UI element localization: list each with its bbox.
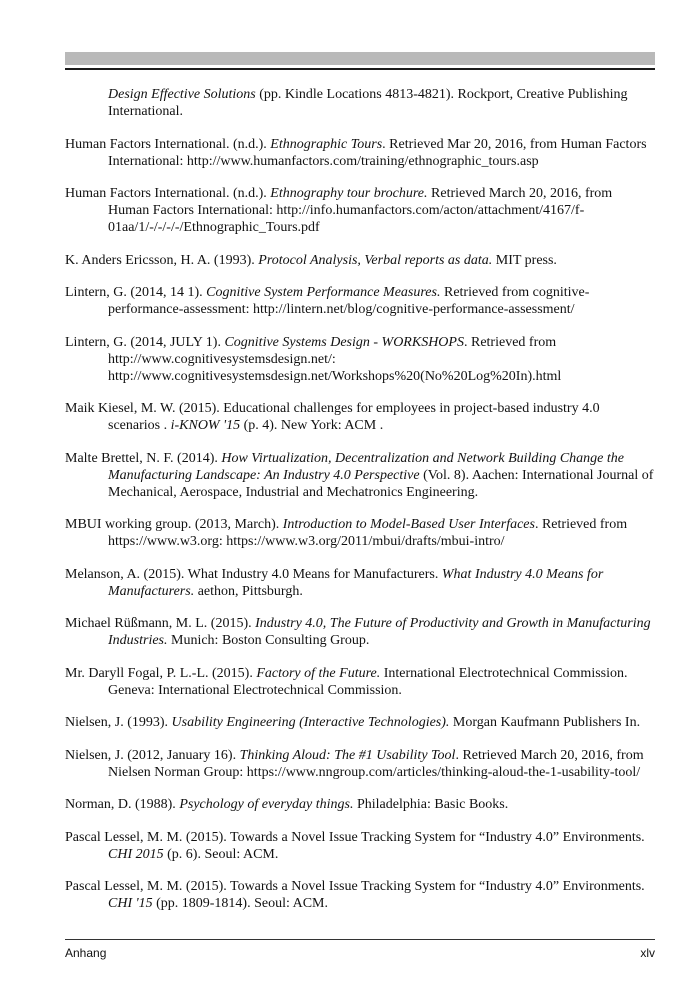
reference-text: (pp. 1809-1814). Seoul: ACM. (152, 896, 328, 911)
reference-text: Philadelphia: Basic Books. (353, 797, 509, 812)
reference-text: MIT press. (492, 252, 557, 268)
reference-entry (65, 86, 655, 120)
reference-entry (65, 714, 655, 731)
reference-text: . Retrieved March 20, 2016, from Nielsen Norman Group: https://www.nngroup.com/articles/thinking-aloud-the-1-usability-tool/ (108, 747, 644, 780)
reference-title: Design Effective Solutions (108, 87, 256, 102)
reference-text: Maik Kiesel, M. W. (2015). Educational challenges for employees in project-based industry 4.0 scenarios . (65, 401, 600, 433)
reference-text: K. Anders Ericsson, H. A. (1993). (65, 252, 259, 268)
reference-title: What Industry 4.0 Means for Manufacturers. (108, 566, 604, 599)
reference-text: . Retrieved from http://www.cognitivesystemsdesign.net/: http://www.cognitivesystemsdesign.net/Workshops%20(No%20Log%20In).html (108, 334, 562, 384)
reference-text: Pascal Lessel, M. M. (2015). Towards a Novel Issue Tracking System for “Industry 4.0” Environments. (65, 879, 645, 894)
header-band (65, 52, 655, 65)
reference-text: . Retrieved Mar 20, 2016, from Human Factors International: http://www.humanfactors.com/training/ethnographic_tours.asp (108, 136, 647, 169)
reference-text: International Electrotechnical Commission. Geneva: International Electrotechnical Commission. (108, 665, 628, 698)
reference-title: Introduction to Model-Based User Interfaces (282, 517, 535, 532)
reference-text: Norman, D. (1988). (65, 797, 180, 812)
reference-title: Ethnography tour brochure. (270, 186, 428, 201)
reference-text: Melanson, A. (2015). What Industry 4.0 Means for Manufacturers. (65, 566, 442, 582)
reference-text: Human Factors International. (n.d.). (65, 186, 271, 201)
reference-text: Mr. Daryll Fogal, P. L.-L. (2015). (65, 665, 257, 681)
header-rule (65, 68, 655, 70)
reference-entry (65, 747, 655, 781)
reference-title: How Virtualization, Decentralization and Network Building Change the Manufacturing Landscape: An Industry 4.0 Perspective (108, 450, 624, 483)
reference-text: . Retrieved from https://www.w3.org: https://www.w3.org/2011/mbui/drafts/mbui-intro/ (108, 517, 628, 549)
reference-entry (65, 252, 655, 269)
reference-entry (65, 185, 655, 236)
reference-title: Thinking Aloud: The #1 Usability Tool (239, 747, 456, 763)
footer-rule (65, 939, 655, 940)
footer-section-label: Anhang (65, 946, 107, 960)
reference-title: Cognitive System Performance Measures. (206, 285, 441, 300)
reference-entry (65, 615, 655, 649)
reference-title: Ethnographic Tours (270, 136, 383, 152)
reference-title: Protocol Analysis, Verbal reports as data. (258, 252, 493, 268)
reference-text: Munich: Boston Consulting Group. (167, 633, 370, 648)
reference-text: (p. 4). New York: ACM . (240, 418, 384, 433)
reference-text: (Vol. 8). Aachen: International Journal of Mechanical, Aerospace, Industrial and Mechatronics Engineering. (108, 467, 654, 500)
reference-text: Nielsen, J. (1993). (65, 715, 172, 730)
reference-text: aethon, Pittsburgh. (194, 583, 303, 599)
reference-text: Morgan Kaufmann Publishers In. (449, 715, 641, 730)
reference-entry (65, 284, 655, 318)
reference-title: Cognitive Systems Design - WORKSHOPS (224, 334, 464, 350)
reference-text: Nielsen, J. (2012, January 16). (65, 747, 240, 763)
reference-entry (65, 878, 655, 912)
reference-entry (65, 400, 655, 434)
reference-title: Industry 4.0, The Future of Productivity and Growth in Manufacturing Industries. (108, 616, 651, 648)
reference-text: Human Factors International. (n.d.). (65, 136, 271, 152)
reference-text: (p. 6). Seoul: ACM. (163, 846, 279, 862)
reference-text: Lintern, G. (2014, JULY 1). (65, 334, 225, 350)
reference-entry (65, 334, 655, 385)
reference-text: Michael Rüßmann, M. L. (2015). (65, 616, 256, 631)
reference-entry (65, 516, 655, 550)
reference-entry (65, 665, 655, 699)
reference-entry (65, 796, 655, 813)
reference-text: Lintern, G. (2014, 14 1). (65, 285, 207, 300)
reference-title: i-KNOW '15 (170, 418, 241, 433)
reference-entry (65, 829, 655, 863)
reference-entry (65, 136, 655, 170)
reference-title: CHI 2015 (108, 846, 164, 862)
reference-text: (pp. Kindle Locations 4813-4821). Rockport, Creative Publishing International. (108, 87, 628, 119)
reference-text: Malte Brettel, N. F. (2014). (65, 450, 222, 466)
page-number: xlv (640, 946, 655, 960)
reference-text: Retrieved from cognitive-performance-assessment: http://lintern.net/blog/cognitive-performance-assessment/ (108, 285, 590, 317)
reference-entry (65, 450, 655, 501)
reference-text: Retrieved March 20, 2016, from Human Factors International: http://info.humanfactors.com/acton/attachment/4167/f-01aa/1/-/-/-/-/Ethnographic_Tours.pdf (108, 186, 613, 235)
reference-text: Pascal Lessel, M. M. (2015). Towards a Novel Issue Tracking System for “Industry 4.0” Environments. (65, 829, 645, 845)
reference-title: CHI '15 (108, 896, 153, 911)
reference-title: Usability Engineering (Interactive Technologies). (171, 715, 450, 730)
reference-title: Psychology of everyday things. (179, 797, 354, 812)
reference-text: MBUI working group. (2013, March). (65, 517, 283, 532)
reference-entry (65, 566, 655, 600)
reference-title: Factory of the Future. (256, 665, 381, 681)
reference-list (65, 86, 655, 928)
